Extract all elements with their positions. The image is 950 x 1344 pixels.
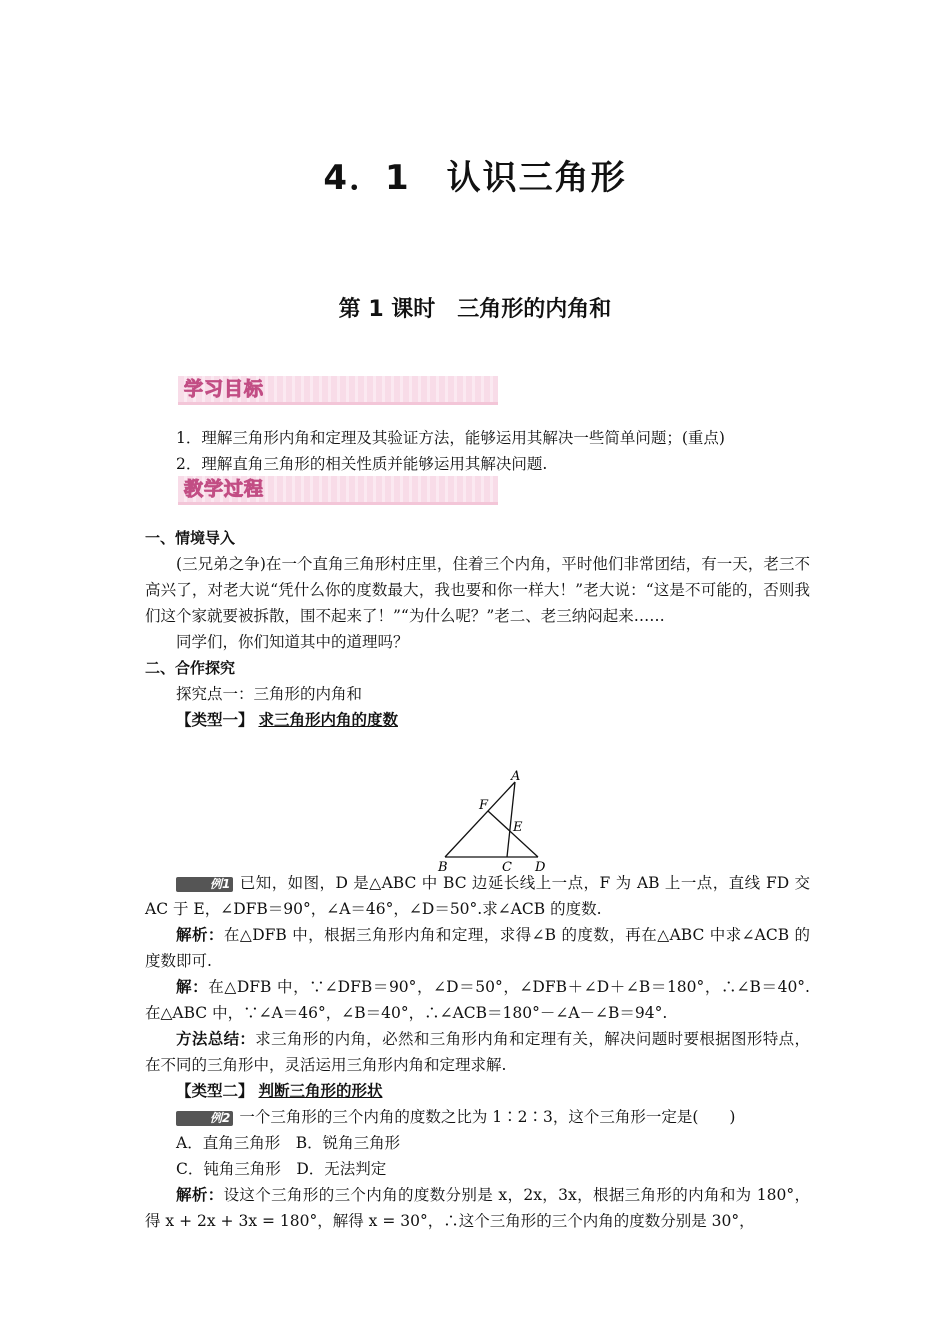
example2-options-row1: A．直角三角形 B．锐角三角形 — [176, 1134, 401, 1152]
example2-options-row2: C．钝角三角形 D．无法判定 — [176, 1160, 387, 1178]
example1-problem — [145, 870, 810, 922]
example1-method — [145, 1026, 810, 1078]
examples-section — [145, 870, 810, 1234]
intro-section — [145, 525, 810, 733]
intro-question: 同学们，你们知道其中的道理吗？ — [176, 633, 409, 651]
label-f: F — [479, 798, 489, 813]
type2-label: 【类型二】 — [176, 1082, 254, 1100]
goal-item: 2．理解直角三角形的相关性质并能够运用其解决问题. — [176, 455, 548, 473]
example2-problem-text: 一个三角形的三个内角的度数之比为 1∶2∶3，这个三角形一定是( ) — [239, 1108, 736, 1126]
type2-line — [145, 1078, 810, 1104]
example1-analysis-text: 在△DFB 中，根据三角形内角和定理，求得∠B 的度数，再在△ABC 中求∠ACB 的度数即可. — [145, 926, 810, 970]
goal-item: 1．理解三角形内角和定理及其验证方法，能够运用其解决一些简单问题；(重点) — [176, 429, 725, 447]
explore-point: 探究点一：三角形的内角和 — [176, 685, 363, 703]
example1-method-text: 求三角形的内角，必然和三角形内角和定理有关，解决问题时要根据图形特点，在不同的三角形中，灵活运用三角形内角和定理求解. — [145, 1030, 810, 1074]
type1-title: 求三角形内角的度数 — [258, 711, 398, 729]
chapter-title: 4．1 认识三角形 — [323, 158, 627, 198]
label-c: C — [502, 860, 512, 875]
solution-label: 解： — [176, 978, 209, 996]
example2-badge: 例2 — [176, 1111, 233, 1126]
teaching-process-banner-label: 教学过程 — [184, 478, 265, 500]
example2-problem — [145, 1104, 810, 1130]
example1-badge: 例1 — [176, 877, 233, 892]
side-ab — [445, 782, 515, 857]
example1-solution — [145, 974, 810, 1026]
learning-goals-banner-label: 学习目标 — [184, 378, 265, 400]
example2-analysis-label: 解析： — [176, 1186, 224, 1204]
triangle-figure — [435, 765, 555, 877]
type2-title: 判断三角形的形状 — [258, 1082, 383, 1100]
label-b: B — [438, 860, 448, 875]
learning-goals-list — [145, 425, 810, 477]
lesson-title: 第 1 课时 三角形的内角和 — [338, 297, 612, 322]
learning-goals-banner — [178, 376, 498, 405]
teaching-process-banner — [178, 476, 498, 505]
example2-analysis-text: 设这个三角形的三个内角的度数分别是 x，2x，3x，根据三角形的内角和为 180°，得 x + 2x + 3x = 180°，解得 x = 30°，∴这个三角形的三个内角的度数分别是 30°， — [145, 1186, 810, 1230]
label-d: D — [535, 860, 546, 875]
example2-analysis — [145, 1182, 810, 1234]
label-e: E — [513, 820, 523, 835]
section-heading-intro: 一、情境导入 — [145, 529, 236, 547]
intro-story: (三兄弟之争)在一个直角三角形村庄里，住着三个内角，平时他们非常团结，有一天，老三不高兴了，对老大说“凭什么你的度数最大，我也要和你一样大！”老大说：“这是不可能的，否则我们这个家就要被拆散，围不起来了！”“为什么呢？”老二、老三纳闷起来…… — [145, 555, 810, 625]
method-label: 方法总结： — [176, 1030, 256, 1048]
analysis-label: 解析： — [176, 926, 224, 944]
example1-solution-text: 在△DFB 中，∵∠DFB＝90°，∠D＝50°，∠DFB＋∠D＋∠B＝180°，∴∠B＝40°.在△ABC 中，∵∠A＝46°，∠B＝40°，∴∠ACB＝180°－∠A－∠B＝94°. — [145, 978, 810, 1022]
type1-line — [145, 707, 810, 733]
section-heading-explore: 二、合作探究 — [145, 659, 236, 677]
type1-label: 【类型一】 — [176, 711, 254, 729]
example1-analysis — [145, 922, 810, 974]
label-a: A — [511, 769, 521, 784]
example1-problem-text: 已知，如图，D 是△ABC 中 BC 边延长线上一点，F 为 AB 上一点，直线 FD 交 AC 于 E，∠DFB＝90°，∠A＝46°，∠D＝50°.求∠ACB 的度数. — [145, 874, 810, 918]
